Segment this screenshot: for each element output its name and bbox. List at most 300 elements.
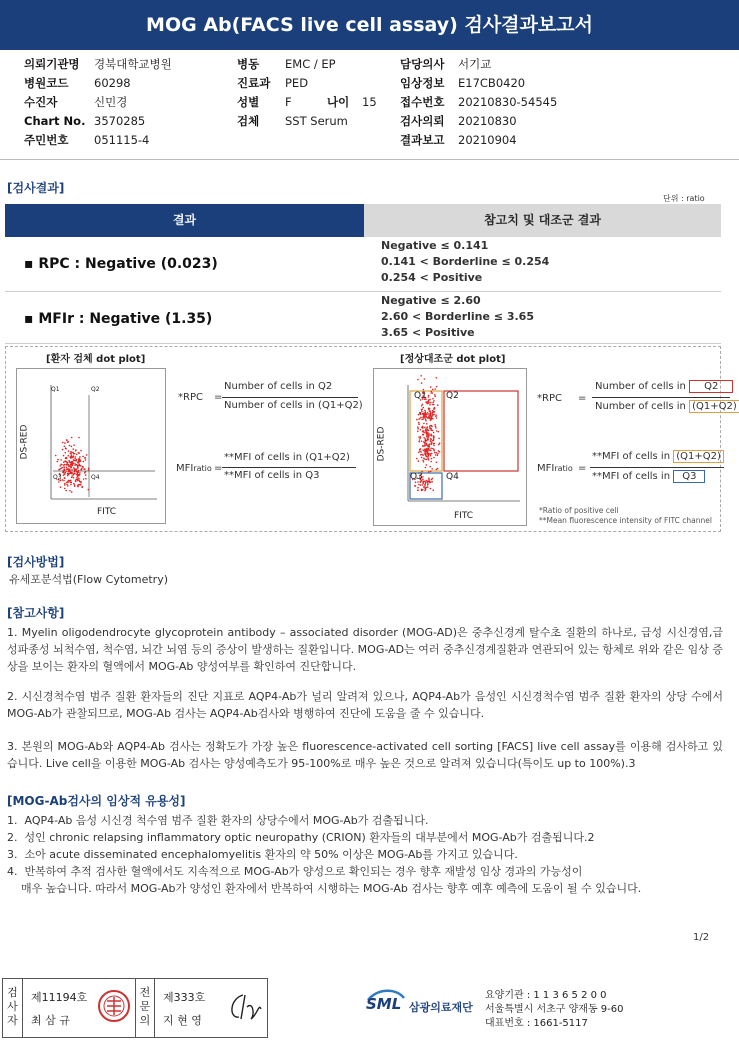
- q3-label: Q3: [53, 474, 62, 481]
- dot: [438, 438, 440, 440]
- dot: [423, 437, 425, 439]
- dot: [71, 465, 73, 467]
- dot: [421, 382, 423, 384]
- dot: [439, 451, 441, 453]
- ctrl-rpc-denominator: [595, 401, 739, 412]
- dot: [439, 442, 441, 444]
- dot: [427, 433, 429, 435]
- dot: [421, 419, 423, 421]
- q4-label: Q4: [446, 472, 459, 482]
- dot: [425, 418, 427, 420]
- dot: [423, 434, 425, 436]
- dot: [431, 453, 433, 455]
- dot: [88, 468, 90, 470]
- dot: [77, 486, 79, 488]
- dot: [63, 466, 65, 468]
- dot: [427, 437, 429, 439]
- dot: [433, 404, 435, 406]
- dot: [74, 471, 76, 473]
- dot: [74, 458, 76, 460]
- dot: [430, 448, 432, 450]
- dot: [426, 427, 428, 429]
- dot: [430, 414, 432, 416]
- dot: [73, 467, 75, 469]
- dot: [424, 459, 426, 461]
- dot: [420, 429, 422, 431]
- dot: [424, 417, 426, 419]
- dot: [69, 445, 71, 447]
- rpc-label: *RPC: [178, 392, 203, 403]
- row-divider: [5, 343, 721, 344]
- dot: [423, 461, 425, 463]
- sml-logo: [366, 986, 406, 1022]
- rpc-formula-label: *RPC: [537, 393, 562, 404]
- dot: [429, 466, 431, 468]
- dot: [60, 459, 62, 461]
- dot: [416, 419, 418, 421]
- ratio-sub: ratio: [554, 464, 573, 473]
- dot: [429, 433, 431, 435]
- value: SST Serum: [285, 114, 348, 128]
- dot: [71, 452, 73, 454]
- mfi-denominator: **MFI of cells in Q3: [224, 470, 320, 481]
- dot: [73, 473, 75, 475]
- dot: [436, 462, 438, 464]
- dot: [69, 470, 71, 472]
- dot: [424, 450, 426, 452]
- label: 병원코드: [24, 76, 69, 90]
- dot: [426, 459, 428, 461]
- dot: [76, 468, 78, 470]
- dot: [433, 457, 435, 459]
- dot: [425, 487, 427, 489]
- dot: [422, 417, 424, 419]
- dot: [434, 394, 436, 396]
- dot: [426, 423, 428, 425]
- dot: [71, 456, 73, 458]
- dot: [425, 467, 427, 469]
- dot: [58, 481, 60, 483]
- page-number: 1/2: [693, 932, 710, 943]
- dot: [71, 477, 73, 479]
- dot: [418, 422, 420, 424]
- dot: [434, 396, 436, 398]
- dot: [436, 430, 438, 432]
- mfir-reference: Negative ≤ 2.60 2.60 < Borderline ≤ 3.65 3.65 < Positive: [381, 294, 534, 339]
- ctrl-rpc-numerator: [595, 381, 733, 392]
- dot: [427, 458, 429, 460]
- label: 성별: [237, 95, 260, 109]
- dot: [425, 411, 427, 413]
- dot: [84, 468, 86, 470]
- dot: [437, 404, 439, 406]
- dot: [64, 473, 66, 475]
- dot: [55, 455, 57, 457]
- clinical-item-3: 3. 소아 acute disseminated encephalomyelitis 환자의 약 50% 이상은 MOG-Ab를 가지고 있습니다.: [7, 848, 518, 861]
- dot: [81, 468, 83, 470]
- dot: [431, 479, 433, 481]
- dot: [432, 412, 434, 414]
- dot: [432, 430, 434, 432]
- dot: [64, 484, 66, 486]
- dot: [88, 469, 90, 471]
- dot: [429, 449, 431, 451]
- dot: [425, 438, 427, 440]
- dot: [71, 446, 73, 448]
- dot: [430, 412, 432, 414]
- dot: [417, 487, 419, 489]
- dot: [66, 439, 68, 441]
- dot: [435, 426, 437, 428]
- signature-box: [2, 978, 268, 1038]
- dot: [80, 469, 82, 471]
- method-heading: [검사방법]: [7, 555, 65, 569]
- dot: [437, 454, 439, 456]
- label: 병동: [237, 57, 260, 71]
- dot: [433, 437, 435, 439]
- dot: [428, 453, 430, 455]
- dot: [428, 481, 430, 483]
- dot: [422, 460, 424, 462]
- value: 60298: [94, 76, 131, 90]
- dot: [424, 410, 426, 412]
- dot: [432, 389, 434, 391]
- dot: [418, 452, 420, 454]
- dot: [438, 431, 440, 433]
- dot: [85, 474, 87, 476]
- examiner-label: 검 사 자: [3, 979, 23, 1037]
- dot: [80, 465, 82, 467]
- dot: [428, 409, 430, 411]
- dot: [424, 448, 426, 450]
- dot: [427, 439, 429, 441]
- org-code: 요양기관 : 1 1 3 6 5 2 0 0: [485, 990, 607, 1001]
- dot: [77, 462, 79, 464]
- dot: [64, 446, 66, 448]
- equals-sign: =: [214, 463, 223, 474]
- value: 20210830: [458, 114, 517, 128]
- dot: [431, 434, 433, 436]
- dot: [423, 418, 425, 420]
- note-rpc: *Ratio of positive cell: [539, 506, 619, 515]
- dot: [430, 455, 432, 457]
- value: 20210904: [458, 133, 517, 147]
- dot: [425, 420, 427, 422]
- dot: [65, 452, 67, 454]
- dot: [418, 423, 420, 425]
- dot: [421, 457, 423, 459]
- dot: [75, 456, 77, 458]
- dot: [79, 484, 81, 486]
- dot: [420, 375, 422, 377]
- dot: [426, 436, 428, 438]
- dot: [433, 445, 435, 447]
- examiner-license: 제11194호: [31, 991, 88, 1004]
- y-axis-label: DS-RED: [19, 424, 30, 460]
- dot: [67, 473, 69, 475]
- dot: [416, 458, 418, 460]
- control-dotplot-label: [정상대조군 dot plot]: [400, 354, 506, 365]
- fraction-line: [222, 467, 356, 468]
- prefix: Number of cells in: [595, 381, 686, 392]
- dot: [76, 477, 78, 479]
- dot: [428, 400, 430, 402]
- dot: [85, 478, 87, 480]
- dot: [430, 482, 432, 484]
- dot: [426, 403, 428, 405]
- dot: [63, 464, 65, 466]
- dot: [433, 440, 435, 442]
- clinical-heading: [MOG-Ab검사의 임상적 유용성]: [7, 794, 186, 808]
- dot: [421, 409, 423, 411]
- dot: [424, 443, 426, 445]
- dot: [435, 454, 437, 456]
- dot: [66, 482, 68, 484]
- dot: [417, 430, 419, 432]
- mfi-formula-label: [537, 463, 573, 474]
- reference-para-1: 1. Myelin oligodendrocyte glycoprotein antibody – associated disorder (MOG-AD)은 중추신경계 탈수초 질환의 하나로, 급성 시신경염,급성파종성 뇌척수염, 척수염, 뇌간 뇌염 등의 증상이 발생하는 질환입니다. MOG-AD는 여러 중추신경계질환과 연관되어 있는 항체로 위와 같은 임상 증상을 보이는 환자의 혈액에서 MOG-Ab 양성여부를 확인하여 진단합니다.: [7, 626, 723, 673]
- q2-box: Q2: [689, 380, 733, 393]
- note-mfi: **Mean fluorescence intensity of FITC channel: [539, 516, 712, 525]
- dot: [429, 410, 431, 412]
- equals-sign: =: [214, 392, 223, 403]
- dot: [66, 468, 68, 470]
- dot: [417, 489, 419, 491]
- dot: [75, 481, 77, 483]
- dot: [431, 468, 433, 470]
- dot: [66, 484, 68, 486]
- dot: [80, 450, 82, 452]
- dot: [425, 483, 427, 485]
- dot: [435, 414, 437, 416]
- dot: [430, 419, 432, 421]
- dot: [420, 451, 422, 453]
- dot: [68, 450, 70, 452]
- seal-icon: [97, 989, 131, 1023]
- dot: [430, 471, 432, 473]
- dot: [71, 469, 73, 471]
- dot: [81, 487, 83, 489]
- reference-para-2: 2. 시신경척수염 범주 질환 환자들의 진단 지표로 AQP4-Ab가 널리 알려져 있으나, AQP4-Ab가 음성인 시신경척수염 범주 질환 환자의 상당 수에서 MOG-Ab가 관찰되므로, MOG-Ab 검사는 AQP4-Ab검사와 병행하여 진단에 도움을 줄 수 있습니다.: [7, 690, 723, 720]
- q1q2-box: (Q1+Q2): [673, 450, 724, 463]
- patient-dotplot-label: [환자 검체 dot plot]: [46, 354, 146, 365]
- dot: [436, 386, 438, 388]
- label: 접수번호: [400, 95, 445, 109]
- dot: [421, 490, 423, 492]
- dot: [430, 402, 432, 404]
- fraction-line: [592, 397, 730, 398]
- dot: [86, 454, 88, 456]
- dot: [430, 392, 432, 394]
- dot: [75, 449, 77, 451]
- dot: [434, 452, 436, 454]
- dot: [428, 396, 430, 398]
- value: 신민경: [94, 95, 128, 109]
- dot: [422, 454, 424, 456]
- dot: [57, 461, 59, 463]
- dot: [428, 402, 430, 404]
- dot: [76, 454, 78, 456]
- dot: [431, 425, 433, 427]
- x-axis-label: FITC: [454, 511, 474, 521]
- dot: [83, 478, 85, 480]
- dot: [431, 391, 433, 393]
- dot: [433, 435, 435, 437]
- label: 진료과: [237, 76, 271, 90]
- clinical-item-4: 4. 반복하여 추적 검사한 혈액에서도 지속적으로 MOG-Ab가 양성으로 확인되는 경우 향후 재발성 임상 경과의 가능성이: [7, 865, 583, 878]
- dot: [68, 466, 70, 468]
- dot: [63, 468, 65, 470]
- rpc-numerator: Number of cells in Q2: [224, 381, 333, 392]
- dot: [78, 459, 80, 461]
- dot: [73, 448, 75, 450]
- dot: [432, 489, 434, 491]
- value: 051115-4: [94, 133, 150, 147]
- patient-info-col3: [400, 55, 557, 150]
- dot: [78, 465, 80, 467]
- value: EMC / EP: [285, 57, 336, 71]
- patient-info-col2: [237, 55, 377, 131]
- dot: [419, 449, 421, 451]
- dot: [66, 467, 68, 469]
- label: 결과보고: [400, 133, 445, 147]
- dot: [71, 482, 73, 484]
- equals-sign: =: [578, 393, 587, 404]
- dot: [71, 467, 73, 469]
- rpc-formula-label: [178, 392, 203, 403]
- dot: [73, 483, 75, 485]
- dot: [417, 379, 419, 381]
- dot: [425, 440, 427, 442]
- dot: [82, 456, 84, 458]
- dot: [427, 412, 429, 414]
- dot: [82, 466, 84, 468]
- specialist-license: 제333호: [163, 991, 206, 1004]
- age-label: 나이: [327, 95, 350, 109]
- dot: [62, 442, 64, 444]
- patient-info-col1: [24, 55, 172, 150]
- dot: [425, 428, 427, 430]
- dot: [418, 484, 420, 486]
- dot: [417, 428, 419, 430]
- dot: [427, 453, 429, 455]
- dot: [73, 444, 75, 446]
- mfir-result: ▪ MFIr : Negative (1.35): [24, 311, 213, 327]
- value: PED: [285, 76, 309, 90]
- dot: [61, 464, 63, 466]
- dot: [59, 465, 61, 467]
- mfi-formula-label: [176, 463, 212, 474]
- dot: [428, 478, 430, 480]
- q2-label: Q2: [91, 386, 100, 393]
- dot: [428, 436, 430, 438]
- dot: [427, 429, 429, 431]
- dot: [423, 457, 425, 459]
- label: 의뢰기관명: [24, 57, 80, 71]
- dot: [422, 404, 424, 406]
- dot: [418, 441, 420, 443]
- dot: [424, 453, 426, 455]
- label: Chart No.: [24, 114, 86, 128]
- dot: [432, 402, 434, 404]
- dot: [66, 461, 68, 463]
- q4-label: Q4: [91, 474, 100, 481]
- dot: [71, 437, 73, 439]
- dot: [427, 444, 429, 446]
- dot: [428, 413, 430, 415]
- dot: [68, 471, 70, 473]
- dot: [432, 398, 434, 400]
- dot: [428, 445, 430, 447]
- mfi-label: MFI: [537, 463, 555, 474]
- table-header-result: 결과: [5, 204, 364, 237]
- dot: [78, 479, 80, 481]
- fraction-line: [590, 467, 724, 468]
- dot: [71, 472, 73, 474]
- fraction-line: [222, 397, 358, 398]
- dot: [432, 415, 434, 417]
- dot: [427, 456, 429, 458]
- dot: [436, 469, 438, 471]
- q1-label: Q1: [51, 386, 60, 393]
- dot: [432, 414, 434, 416]
- dot: [423, 486, 425, 488]
- dot: [69, 490, 71, 492]
- dot: [424, 445, 426, 447]
- dot: [71, 475, 73, 477]
- dot: [419, 439, 421, 441]
- dot: [421, 441, 423, 443]
- dot: [72, 464, 74, 466]
- dot: [424, 490, 426, 492]
- dot: [65, 457, 67, 459]
- dot: [67, 485, 69, 487]
- ctrl-mfi-numerator: [592, 451, 724, 462]
- q3-label: Q3: [410, 472, 423, 482]
- reference-para-3: 3. 본원의 MOG-Ab와 AQP4-Ab 검사는 정확도가 가장 높은 fluorescence-activated cell sorting [FACS] live cell assay를 이용해 검사하고 있습니다. Live cell을 이용한 MOG-Ab 검사는 양성예측도가 95-100%로 매우 높은 것으로 알려져 있습니다(특이도 up to 100%).3: [7, 740, 723, 770]
- dot: [88, 489, 90, 491]
- reference-heading: [참고사항]: [7, 606, 65, 620]
- table-header-reference: 참고치 및 대조군 결과: [364, 204, 721, 237]
- dot: [70, 484, 72, 486]
- dot: [433, 432, 435, 434]
- dot: [428, 459, 430, 461]
- dot: [63, 455, 65, 457]
- org-address: 서울특별시 서초구 양재동 9-60: [485, 1004, 624, 1015]
- dot: [85, 471, 87, 473]
- dot: [430, 461, 432, 463]
- value: 경북대학교병원: [94, 57, 172, 71]
- prefix: Number of cells in: [595, 401, 686, 412]
- dot: [67, 468, 69, 470]
- label: 수진자: [24, 95, 58, 109]
- dot: [431, 418, 433, 420]
- dot: [428, 418, 430, 420]
- y-axis-label: DS-RED: [376, 426, 387, 462]
- dot: [418, 436, 420, 438]
- equals-sign: =: [578, 463, 587, 474]
- dot: [64, 483, 66, 485]
- dot: [419, 413, 421, 415]
- dot: [426, 456, 428, 458]
- dot: [77, 479, 79, 481]
- dot: [65, 490, 67, 492]
- dot: [430, 428, 432, 430]
- results-heading: [검사결과]: [7, 181, 65, 195]
- dot: [431, 481, 433, 483]
- dot: [428, 471, 430, 473]
- value: 20210830-54545: [458, 95, 558, 109]
